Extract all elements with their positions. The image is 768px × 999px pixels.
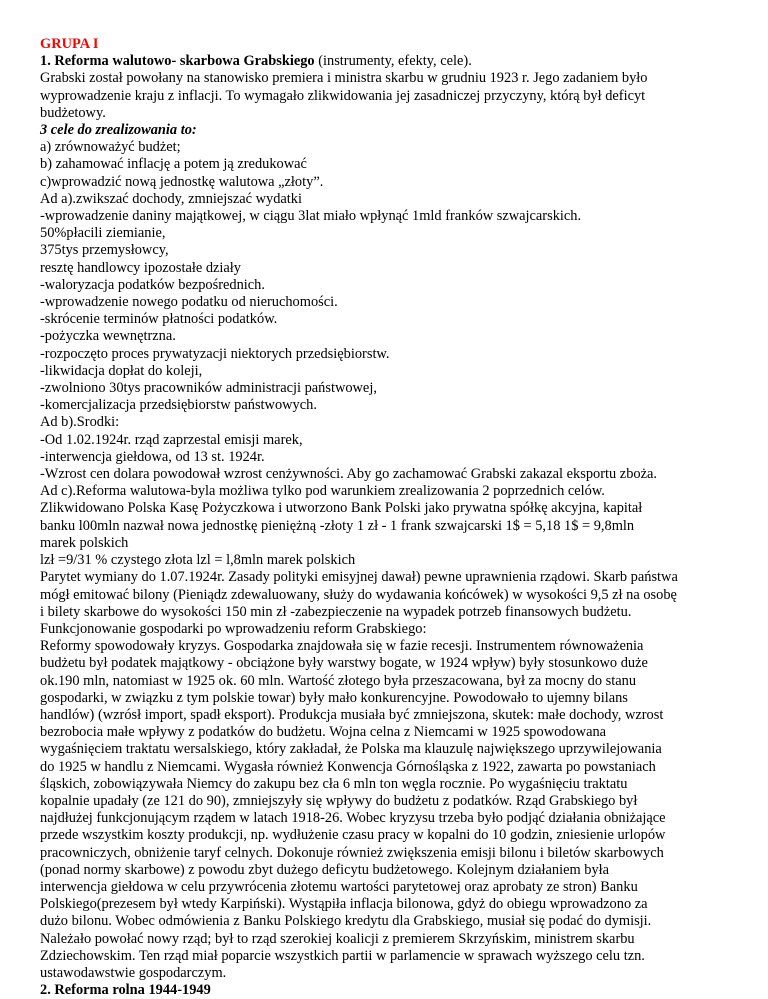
paragraph-line: Ad b).Srodki: [40, 414, 120, 431]
paragraph-line: Zdziechowskim. Ten rząd miał poparcie wszystkich partii w parlamencie w sprawach wyższego celu tzn. [40, 947, 645, 964]
paragraph-line: -waloryzacja podatków bezpośrednich. [40, 276, 265, 293]
paragraph-line: -pożyczka wewnętrzna. [40, 328, 176, 345]
paragraph-line: Funkcjonowanie gospodarki po wprowadzeniu reform Grabskiego: [40, 620, 427, 637]
paragraph-line: (ponad normy skarbowe) z powodu zbyt dużego deficytu budżetowego. Kolejnym działaniem była [40, 861, 610, 878]
paragraph-line: Polskiego(prezesem był wtedy Karpiński). Wystąpiła inflacja bilonowa, gdyż do obiegu wprowadzono za [40, 896, 648, 913]
document-page [40, 36, 740, 999]
section-1-title-bold: 1. Reforma walutowo- skarbowa Grabskiego [40, 53, 315, 70]
paragraph-line: śląskich, zobowiązywała Niemcy do zakupu bez cła 6 mln ton węgla rocznie. Po wygaśnięciu traktatu [40, 775, 628, 792]
paragraph-line: Reformy spowodowały kryzys. Gospodarka znajdowała się w fazie recesji. Instrumentem równoważenia [40, 638, 644, 655]
paragraph-line: dużo bilonu. Wobec odmówienia z Banku Polskiego kredytu dla Grabskiego, musiał się podać do dymisji. [40, 913, 652, 930]
paragraph-line: najdłużej funkcjonującym rządem w latach 1918-26. Wobec kryzysu trzeba było podjąć działania obniżające [40, 810, 666, 827]
paragraph-line: resztę handlowcy ipozostałe działy [40, 259, 241, 276]
paragraph-line: przede wszystkim koszty produkcji, np. wydłużenie czasu pracy w kopalni do 10 godzin, zniesienie urlopów [40, 827, 666, 844]
paragraph-line: ok.190 mln, natomiast w 1925 ok. 60 mln. Wartość złotego była przeszacowana, był za mocny do stanu [40, 672, 637, 689]
paragraph-line: Grabski został powołany na stanowisko premiera i ministra skarbu w grudniu 1923 r. Jego zadaniem było [40, 70, 648, 87]
paragraph-line: -rozpoczęto proces prywatyzacji niektorych przedsiębiorstw. [40, 345, 390, 362]
paragraph-line: gospodarki, w związku z tym polskie towar) były mało konkurencyjne. Powodowało to ujemny bilans [40, 689, 628, 706]
paragraph-line: budżetu był podatek majątkowy - obciążone były warstwy bogate, w 1924 wpływ) były stosunkowo duże [40, 655, 648, 672]
paragraph-line: banku l00mln nazwał nowa jednostkę pieniężną -złoty 1 zł - 1 frank szwajcarski 1$ = 5,18 1$ = 9,8mln [40, 517, 635, 534]
paragraph-line: Parytet wymiany do 1.07.1924r. Zasady polityki emisyjnej dawał) pewne uprawnienia rządowi. Skarb państwa [40, 569, 678, 586]
section-1-title [40, 53, 740, 70]
group-title: GRUPA I [40, 36, 99, 52]
paragraph-line: Ad c).Reforma walutowa-byla możliwa tylko pod warunkiem zrealizowania 2 poprzednich celów. [40, 483, 605, 500]
paragraph-line: ustawodawstwie gospodarczym. [40, 964, 227, 981]
paragraph-line: wyprowadzenie kraju z inflacji. To wymagało zlikwidowania jej zasadniczej przyczyny, którą był deficyt [40, 87, 646, 104]
paragraph-line: 375tys przemysłowcy, [40, 242, 169, 259]
paragraph-line: -zwolniono 30tys pracowników administracji państwowej, [40, 380, 377, 397]
paragraph-line: pracowniczych, obniżenie taryf celnych. Dokonuje również zwiększenia emisji bilonu i biletów skarbowych [40, 844, 664, 861]
paragraph-line: bezrobocia małe wpływy z podatków do budżetu. Wojna celna z Niemcami w 1925 spowodowana [40, 724, 607, 741]
section-1-title-rest: (instrumenty, efekty, cele). [314, 53, 472, 70]
paragraph-line: a) zrównoważyć budżet; [40, 139, 181, 156]
paragraph-line: -skrócenie terminów płatności podatków. [40, 311, 278, 328]
section-2-title: 2. Reforma rolna 1944-1949 [40, 982, 211, 999]
paragraph-line: marek polskich [40, 534, 129, 551]
paragraph-line: 50%płacili ziemianie, [40, 225, 166, 242]
paragraph-line: c)wprowadzić nową jednostkę walutowa „złoty”. [40, 173, 324, 190]
paragraph-line: Ad a).zwikszać dochody, zmniejszać wydatki [40, 190, 302, 207]
paragraph-line: mógł emitować bilony (Pieniądz zdewaluowany, służy do wydawania końcówek) w wysokości 9,5 zł na osobę [40, 586, 677, 603]
paragraph-line: -Od 1.02.1924r. rząd zaprzestal emisji marek, [40, 431, 303, 448]
paragraph-line: wygaśnięciem traktatu wersalskiego, który zakładał, że Polska ma klauzulę największego uprzywilejowania [40, 741, 662, 758]
paragraph-line: do 1925 w handlu z Niemcami. Wygasła również Konwencja Górnośląska z 1922, zawarta po powstaniach [40, 758, 656, 775]
paragraph-line: -interwencja giełdowa, od 13 st. 1924r. [40, 448, 265, 465]
paragraph-line: budżetowy. [40, 104, 106, 121]
paragraph-line: Należało powołać nowy rząd; był to rząd szerokiej koalicji z premierem Skrzyńskim, ministrem skarbu [40, 930, 635, 947]
paragraph-line: lzł =9/31 % czystego złota lzl = l,8mln marek polskich [40, 552, 356, 569]
paragraph-line: b) zahamować inflację a potem ją zredukować [40, 156, 307, 173]
paragraph-line: -likwidacja dopłat do koleji, [40, 362, 203, 379]
paragraph-line: i bilety skarbowe do wysokości 150 min zł -zabezpieczenie na wypadek potrzeb finansowych budżetu. [40, 603, 632, 620]
goals-heading: 3 cele do zrealizowania to: [40, 122, 197, 139]
paragraph-line: -wprowadzenie daniny majątkowej, w ciągu 3lat miało wpłynąć 1mld franków szwajcarskich. [40, 208, 582, 225]
paragraph-line: -wprowadzenie nowego podatku od nieruchomości. [40, 294, 338, 311]
paragraph-line: handlów) (wzrósł import, spadł eksport). Produkcja musiała być zmniejszona, skutek: małe dochody, wzrost [40, 706, 664, 723]
paragraph-line: -Wzrost cen dolara powodował wzrost cenżywności. Aby go zachamować Grabski zakazal eksportu zboża. [40, 466, 657, 483]
paragraph-line: interwencja giełdowa w celu przywrócenia złotemu wartości parytetowej oraz aprobaty ze stron) Banku [40, 878, 638, 895]
paragraph-line: kopalnie upadały (ze 121 do 90), zmniejszyły się wpływy do budżetu z podatków. Rząd Grabskiego był [40, 792, 638, 809]
paragraph-line: -komercjalizacja przedsiębiorstw państwowych. [40, 397, 317, 414]
paragraph-line: Zlikwidowano Polska Kasę Pożyczkowa i utworzono Bank Polski jako prywatna spółkę akcyjna, kapitał [40, 500, 643, 517]
